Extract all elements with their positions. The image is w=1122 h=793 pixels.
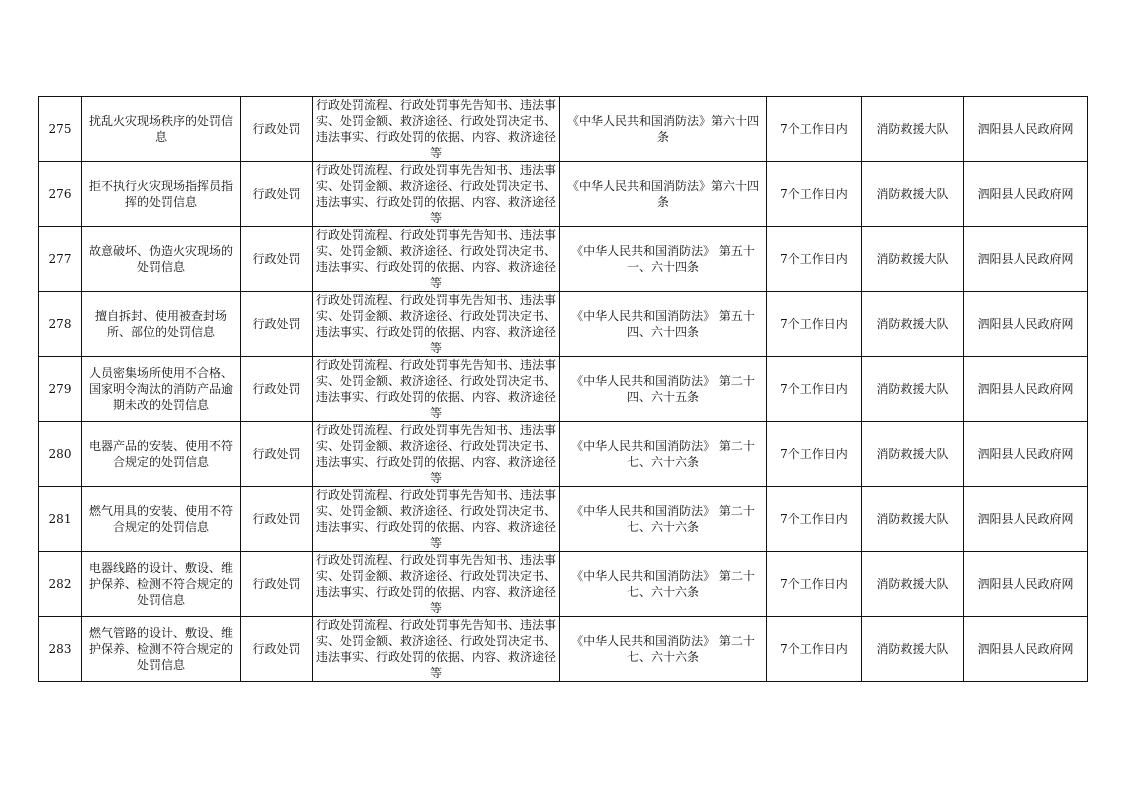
row-number: 276	[39, 162, 82, 227]
responsible-unit: 消防救援大队	[862, 552, 964, 617]
item-name: 电器产品的安装、使用不符合规定的处罚信息	[82, 422, 241, 487]
item-type: 行政处罚	[241, 357, 313, 422]
item-name: 拒不执行火灾现场指挥员指挥的处罚信息	[82, 162, 241, 227]
item-type: 行政处罚	[241, 422, 313, 487]
disclosure-table	[38, 96, 1088, 682]
time-limit: 7个工作日内	[767, 487, 862, 552]
item-name: 燃气用具的安装、使用不符合规定的处罚信息	[82, 487, 241, 552]
time-limit: 7个工作日内	[767, 162, 862, 227]
time-limit: 7个工作日内	[767, 292, 862, 357]
item-name: 电器线路的设计、敷设、维护保养、检测不符合规定的处罚信息	[82, 552, 241, 617]
table-row	[39, 227, 1088, 292]
time-limit: 7个工作日内	[767, 617, 862, 682]
responsible-unit: 消防救援大队	[862, 357, 964, 422]
row-number: 282	[39, 552, 82, 617]
legal-basis: 《中华人民共和国消防法》 第二十七、六十六条	[560, 422, 767, 487]
item-type: 行政处罚	[241, 162, 313, 227]
item-type: 行政处罚	[241, 487, 313, 552]
disclosure-channel: 泗阳县人民政府网	[964, 487, 1088, 552]
item-type: 行政处罚	[241, 97, 313, 162]
item-type: 行政处罚	[241, 552, 313, 617]
row-number: 280	[39, 422, 82, 487]
legal-basis: 《中华人民共和国消防法》 第五十四、六十四条	[560, 292, 767, 357]
responsible-unit: 消防救援大队	[862, 292, 964, 357]
item-name: 擅自拆封、使用被查封场所、部位的处罚信息	[82, 292, 241, 357]
item-name: 燃气管路的设计、敷设、维护保养、检测不符合规定的处罚信息	[82, 617, 241, 682]
responsible-unit: 消防救援大队	[862, 617, 964, 682]
row-number: 278	[39, 292, 82, 357]
disclosure-content: 行政处罚流程、行政处罚事先告知书、违法事实、处罚金额、救济途径、行政处罚决定书、违法事实、行政处罚的依据、内容、救济途径等	[313, 422, 560, 487]
item-name: 扰乱火灾现场秩序的处罚信息	[82, 97, 241, 162]
responsible-unit: 消防救援大队	[862, 422, 964, 487]
table-row	[39, 617, 1088, 682]
item-type: 行政处罚	[241, 292, 313, 357]
responsible-unit: 消防救援大队	[862, 227, 964, 292]
table-row	[39, 97, 1088, 162]
time-limit: 7个工作日内	[767, 422, 862, 487]
disclosure-channel: 泗阳县人民政府网	[964, 162, 1088, 227]
disclosure-content: 行政处罚流程、行政处罚事先告知书、违法事实、处罚金额、救济途径、行政处罚决定书、违法事实、行政处罚的依据、内容、救济途径等	[313, 227, 560, 292]
disclosure-channel: 泗阳县人民政府网	[964, 552, 1088, 617]
table-row	[39, 292, 1088, 357]
disclosure-channel: 泗阳县人民政府网	[964, 422, 1088, 487]
legal-basis: 《中华人民共和国消防法》 第五十一、六十四条	[560, 227, 767, 292]
disclosure-channel: 泗阳县人民政府网	[964, 292, 1088, 357]
disclosure-content: 行政处罚流程、行政处罚事先告知书、违法事实、处罚金额、救济途径、行政处罚决定书、违法事实、行政处罚的依据、内容、救济途径等	[313, 292, 560, 357]
disclosure-content: 行政处罚流程、行政处罚事先告知书、违法事实、处罚金额、救济途径、行政处罚决定书、违法事实、行政处罚的依据、内容、救济途径等	[313, 97, 560, 162]
time-limit: 7个工作日内	[767, 552, 862, 617]
legal-basis: 《中华人民共和国消防法》 第二十四、六十五条	[560, 357, 767, 422]
table-row	[39, 487, 1088, 552]
legal-basis: 《中华人民共和国消防法》第六十四条	[560, 162, 767, 227]
item-name: 人员密集场所使用不合格、国家明令淘汰的消防产品逾期未改的处罚信息	[82, 357, 241, 422]
legal-basis: 《中华人民共和国消防法》第六十四条	[560, 97, 767, 162]
legal-basis: 《中华人民共和国消防法》 第二十七、六十六条	[560, 552, 767, 617]
row-number: 275	[39, 97, 82, 162]
table-row	[39, 357, 1088, 422]
table-row	[39, 422, 1088, 487]
legal-basis: 《中华人民共和国消防法》 第二十七、六十六条	[560, 487, 767, 552]
table-row	[39, 552, 1088, 617]
time-limit: 7个工作日内	[767, 97, 862, 162]
row-number: 283	[39, 617, 82, 682]
item-name: 故意破坏、伪造火灾现场的处罚信息	[82, 227, 241, 292]
disclosure-content: 行政处罚流程、行政处罚事先告知书、违法事实、处罚金额、救济途径、行政处罚决定书、违法事实、行政处罚的依据、内容、救济途径等	[313, 552, 560, 617]
disclosure-channel: 泗阳县人民政府网	[964, 617, 1088, 682]
item-type: 行政处罚	[241, 617, 313, 682]
disclosure-channel: 泗阳县人民政府网	[964, 357, 1088, 422]
disclosure-channel: 泗阳县人民政府网	[964, 227, 1088, 292]
disclosure-content: 行政处罚流程、行政处罚事先告知书、违法事实、处罚金额、救济途径、行政处罚决定书、违法事实、行政处罚的依据、内容、救济途径等	[313, 357, 560, 422]
disclosure-content: 行政处罚流程、行政处罚事先告知书、违法事实、处罚金额、救济途径、行政处罚决定书、违法事实、行政处罚的依据、内容、救济途径等	[313, 162, 560, 227]
disclosure-channel: 泗阳县人民政府网	[964, 97, 1088, 162]
row-number: 279	[39, 357, 82, 422]
table-row	[39, 162, 1088, 227]
time-limit: 7个工作日内	[767, 227, 862, 292]
disclosure-content: 行政处罚流程、行政处罚事先告知书、违法事实、处罚金额、救济途径、行政处罚决定书、违法事实、行政处罚的依据、内容、救济途径等	[313, 487, 560, 552]
row-number: 277	[39, 227, 82, 292]
legal-basis: 《中华人民共和国消防法》 第二十七、六十六条	[560, 617, 767, 682]
item-type: 行政处罚	[241, 227, 313, 292]
responsible-unit: 消防救援大队	[862, 97, 964, 162]
disclosure-content: 行政处罚流程、行政处罚事先告知书、违法事实、处罚金额、救济途径、行政处罚决定书、违法事实、行政处罚的依据、内容、救济途径等	[313, 617, 560, 682]
time-limit: 7个工作日内	[767, 357, 862, 422]
responsible-unit: 消防救援大队	[862, 162, 964, 227]
responsible-unit: 消防救援大队	[862, 487, 964, 552]
row-number: 281	[39, 487, 82, 552]
